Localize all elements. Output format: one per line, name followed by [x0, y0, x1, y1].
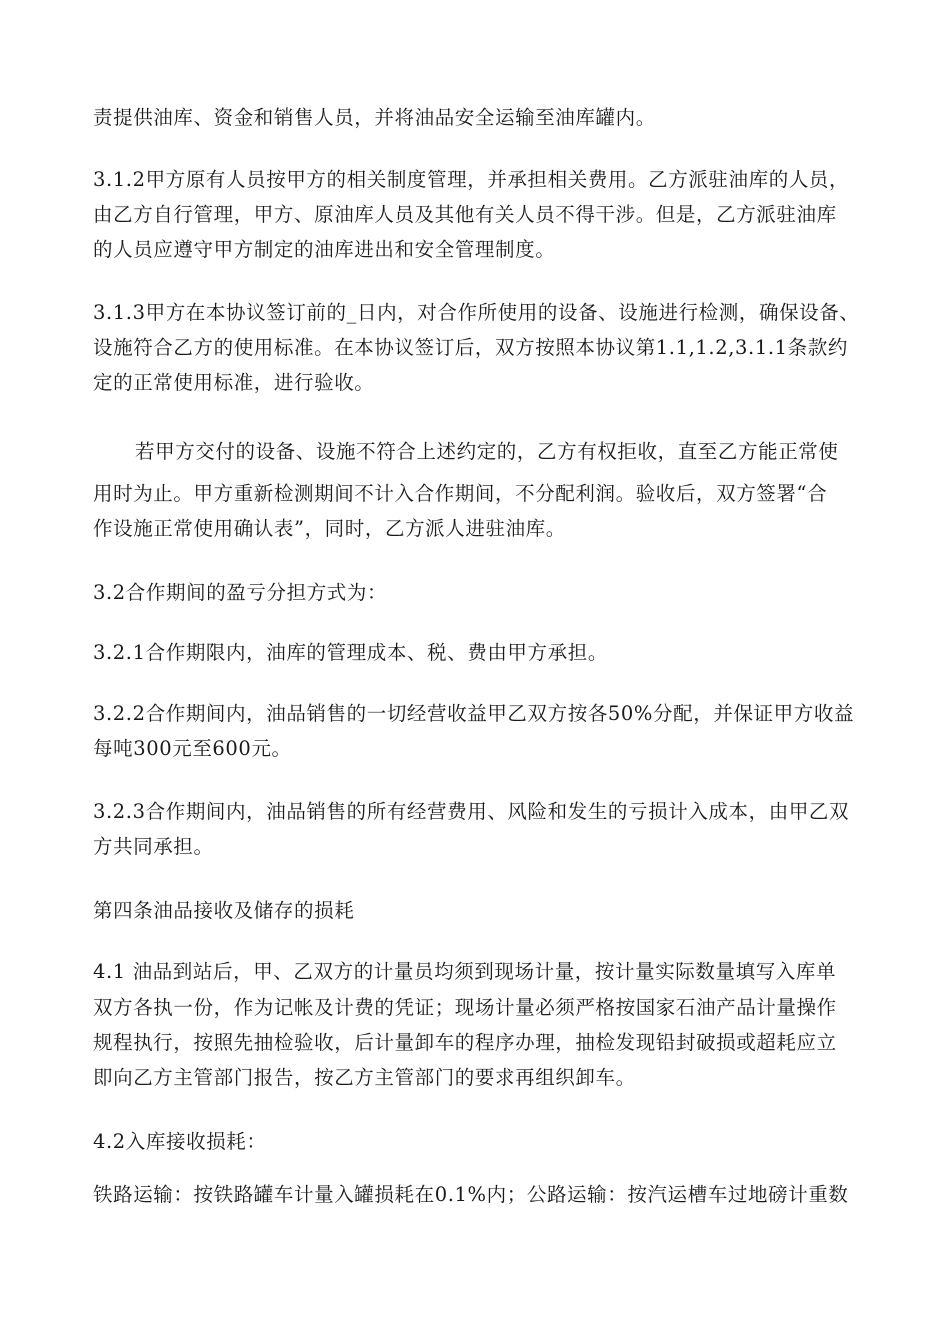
paragraph-line: 设施符合乙方的使用标准。在本协议签订后，双方按照本协议第1.1,1.2,3.1.1条款约 [93, 336, 848, 359]
section-heading: 第四条油品接收及储存的损耗 [93, 899, 355, 922]
paragraph-line: 用时为止。甲方重新检测期间不计入合作期间，不分配利润。验收后，双方签署“合 [93, 482, 828, 505]
paragraph-line: 铁路运输：按铁路罐车计量入罐损耗在0.1%内；公路运输：按汽运槽车过地磅计重数 [93, 1183, 849, 1206]
paragraph-line: 4.1 油品到站后，甲、乙双方的计量员均须到现场计量，按计量实际数量填写入库单 [93, 960, 837, 983]
paragraph-line: 方共同承担。 [93, 835, 214, 858]
paragraph-line: 责提供油库、资金和销售人员，并将油品安全运输至油库罐内。 [93, 106, 656, 129]
paragraph-line: 3.2.3合作期间内，油品销售的所有经营费用、风险和发生的亏损计入成本，由甲乙双 [93, 800, 850, 823]
paragraph-line: 的人员应遵守甲方制定的油库进出和安全管理制度。 [93, 238, 556, 261]
paragraph-line: 3.2.2合作期间内，油品销售的一切经营收益甲乙双方按各50%分配，并保证甲方收益 [93, 702, 855, 725]
paragraph-line: 每吨300元至600元。 [93, 737, 292, 760]
paragraph-line: 定的正常使用标准，进行验收。 [93, 371, 375, 394]
paragraph-line: 作设施正常使用确认表”，同时，乙方派人进驻油库。 [93, 517, 566, 540]
paragraph-line: 即向乙方主管部门报告，按乙方主管部门的要求再组织卸车。 [93, 1066, 636, 1089]
paragraph-line: 由乙方自行管理，甲方、原油库人员及其他有关人员不得干涉。但是，乙方派驻油库 [93, 203, 837, 226]
paragraph-line: 4.2入库接收损耗： [93, 1130, 267, 1153]
paragraph-line: 规程执行，按照先抽检验收，后计量卸车的程序办理，抽检发现铅封破损或超耗应立 [93, 1031, 837, 1054]
paragraph-line: 若甲方交付的设备、设施不符合上述约定的，乙方有权拒收，直至乙方能正常使 [135, 440, 839, 463]
paragraph-line: 3.1.2甲方原有人员按甲方的相关制度管理，并承担相关费用。乙方派驻油库的人员， [93, 168, 850, 191]
paragraph-line: 3.1.3甲方在本协议签订前的_日内，对合作所使用的设备、设施进行检测，确保设备、 [93, 301, 860, 324]
paragraph-line: 3.2.1合作期限内，油库的管理成本、税、费由甲方承担。 [93, 641, 608, 664]
paragraph-line: 3.2合作期间的盈亏分担方式为： [93, 581, 388, 604]
paragraph-line: 双方各执一份，作为记帐及计费的凭证；现场计量必须严格按国家石油产品计量操作 [93, 996, 837, 1019]
